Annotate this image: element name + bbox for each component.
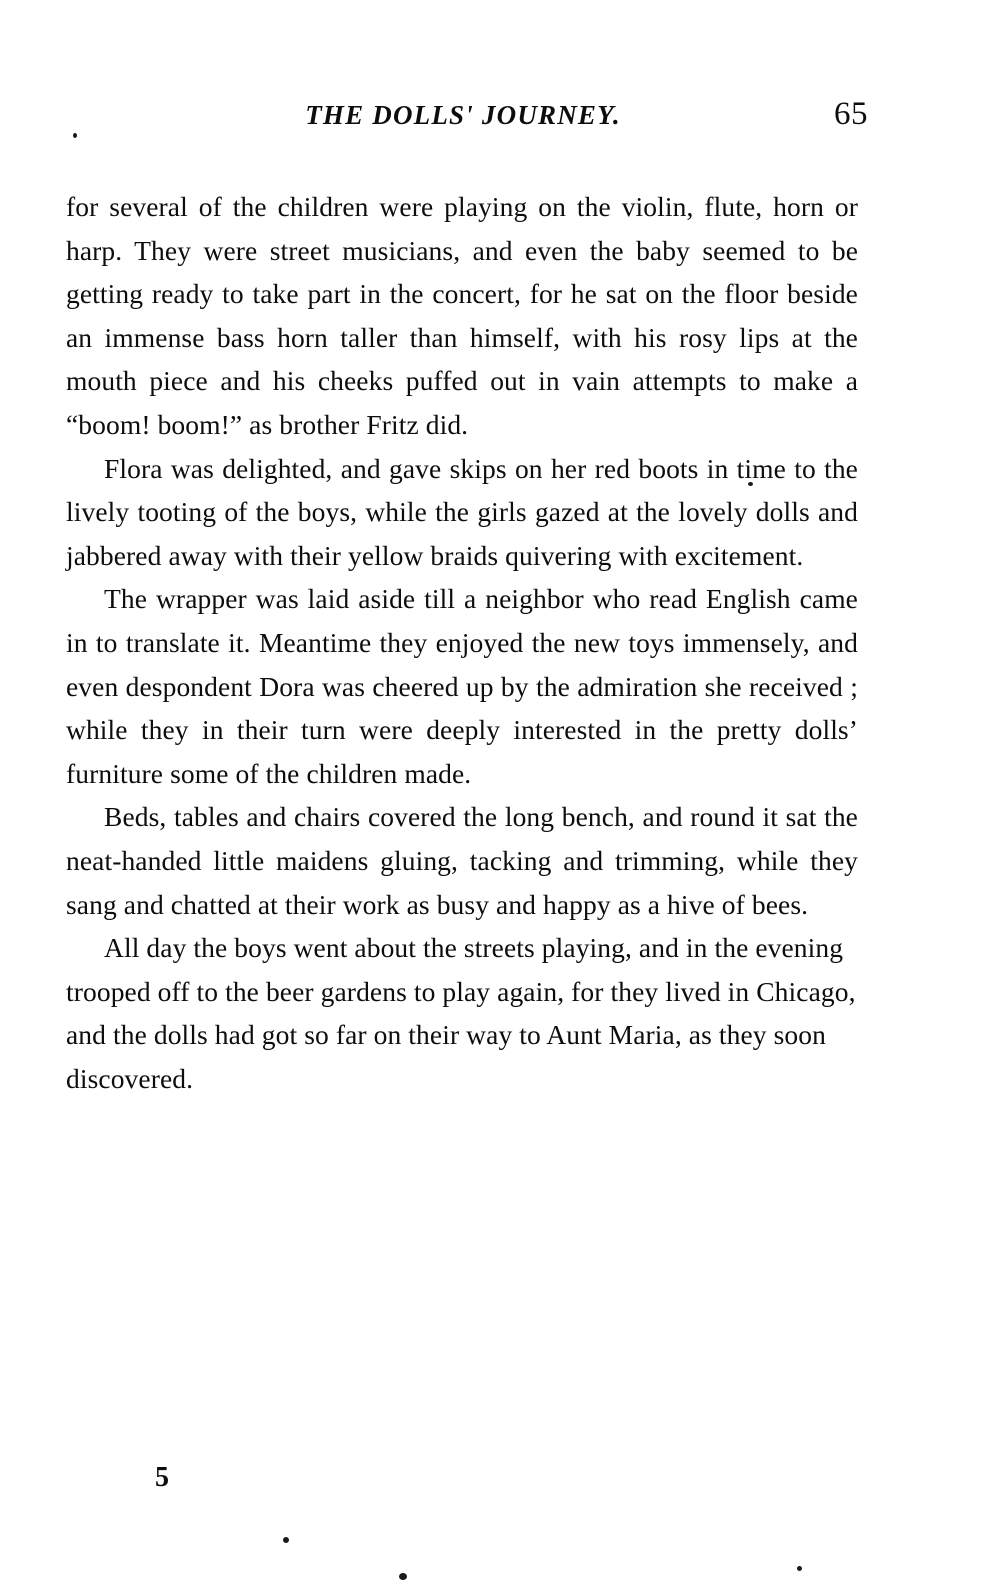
page-header — [68, 96, 868, 150]
page-number: 65 — [834, 96, 868, 132]
paragraph: Flora was delighted, and gave skips on her red boots in time to the lively tooting of the boys, while the girls gazed at the lovely dolls and jabbered away with their yellow braids quivering with excitement. — [66, 452, 858, 571]
paragraph: All day the boys went about the streets playing, and in the evening trooped off to the beer gardens to play again, for they lived in Chicago, and the dolls had got so far on their way to Aunt Maria, as they soon discovered. — [66, 932, 856, 1094]
ink-speck-icon — [73, 133, 77, 138]
paragraph: for several of the children were playing on the violin, flute, horn or harp. They were street musicians, and even the baby seemed to be getting ready to take part in the concert, for he sat on the floor beside an immense bass horn taller than himself, with his rosy lips at the mouth piece and his cheeks puffed out in vain attempts to make a “boom! boom!” as brother Fritz did. — [66, 191, 858, 440]
paragraph: Beds, tables and chairs covered the long bench, and round it sat the neat-handed little maidens gluing, tacking and trimming, while they sang and chatted at their work as busy and happy as a hive of bees. — [66, 801, 858, 920]
body-text — [66, 185, 858, 1100]
signature-mark: 5 — [155, 1462, 169, 1493]
ink-speck-icon — [797, 1566, 802, 1571]
paragraph: The wrapper was laid aside till a neighbor who read English came in to translate it. Meantime they enjoyed the new toys immensely, and even despondent Dora was cheered up by the admiration she received ; while they in their turn were deeply interested in the pretty dolls’ furniture some of the children made. — [66, 583, 858, 789]
running-title: THE DOLLS' JOURNEY. — [305, 100, 621, 130]
ink-speck-icon — [283, 1537, 289, 1543]
